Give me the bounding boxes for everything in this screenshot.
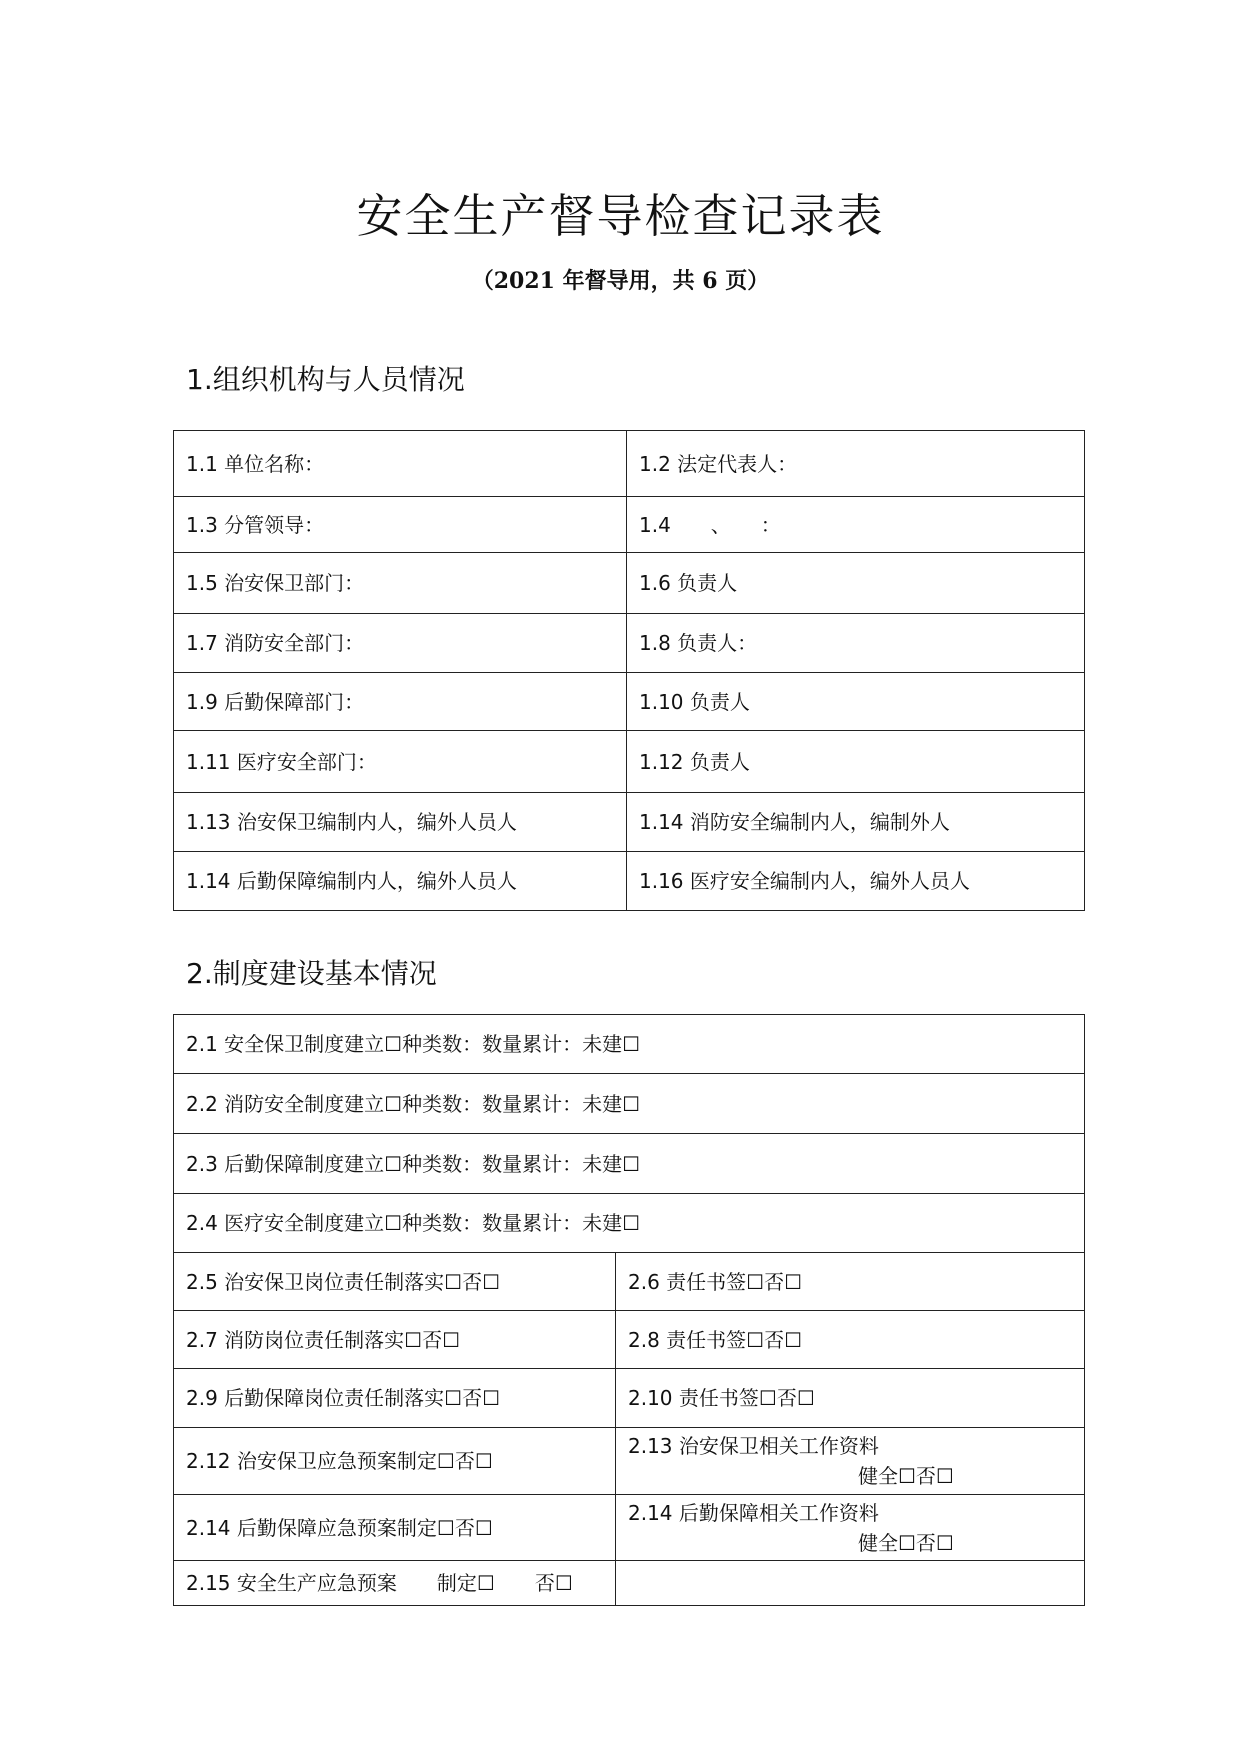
table-cell: 1.4 、 ： (627, 497, 1085, 553)
table-cell: 2.5 治安保卫岗位责任制落实☐否☐ (174, 1253, 616, 1311)
section-heading-organization: 1.组织机构与人员情况 (186, 363, 465, 396)
table-cell: 1.3 分管领导： (174, 497, 627, 553)
table-cell: 2.6 责任书签☐否☐ (616, 1253, 1085, 1311)
table-row (174, 497, 1085, 553)
table-cell: 1.10 负责人 (627, 673, 1085, 731)
table-cell: 1.9 后勤保障部门： (174, 673, 627, 731)
table-cell: 1.5 治安保卫部门： (174, 553, 627, 614)
table-cell (616, 1495, 1085, 1561)
document-title: 安全生产督导检查记录表 (356, 189, 885, 243)
table-cell (616, 1561, 1085, 1606)
cell-line: 健全☐否☐ (858, 1530, 954, 1555)
table-row (174, 1495, 1085, 1561)
table-cell: 2.1 安全保卫制度建立☐种类数：数量累计：未建☐ (174, 1015, 1085, 1074)
table-cell: 1.13 治安保卫编制内人，编外人员人 (174, 793, 627, 852)
table-row (174, 793, 1085, 852)
table-row (174, 1134, 1085, 1194)
table-row (174, 1194, 1085, 1253)
organization-table (173, 430, 1085, 911)
table-cell: 1.14 后勤保障编制内人，编外人员人 (174, 852, 627, 911)
document-subtitle: （2021 年督导用，共 6 页） (471, 268, 770, 294)
table-cell: 1.1 单位名称： (174, 431, 627, 497)
cell-line: 2.14 后勤保障相关工作资料 (628, 1500, 879, 1525)
table-row (174, 553, 1085, 614)
cell-line: 健全☐否☐ (858, 1464, 954, 1488)
section-heading-policy: 2.制度建设基本情况 (186, 957, 437, 990)
policy-table (173, 1014, 1085, 1606)
table-cell: 2.8 责任书签☐否☐ (616, 1311, 1085, 1369)
table-cell: 1.16 医疗安全编制内人，编外人员人 (627, 852, 1085, 911)
table-row (174, 673, 1085, 731)
table-cell: 1.11 医疗安全部门： (174, 731, 627, 793)
table-cell: 2.2 消防安全制度建立☐种类数：数量累计：未建☐ (174, 1074, 1085, 1134)
table-row (174, 1311, 1085, 1369)
table-cell: 2.12 治安保卫应急预案制定☐否☐ (174, 1428, 616, 1495)
table-row (174, 1015, 1085, 1074)
table-cell: 1.12 负责人 (627, 731, 1085, 793)
table-cell: 1.6 负责人 (627, 553, 1085, 614)
table-cell: 2.3 后勤保障制度建立☐种类数：数量累计：未建☐ (174, 1134, 1085, 1194)
table-row (174, 731, 1085, 793)
cell-line: 2.13 治安保卫相关工作资料 (628, 1434, 879, 1458)
table-cell: 1.7 消防安全部门： (174, 614, 627, 673)
table-row (174, 431, 1085, 497)
table-cell: 1.14 消防安全编制内人，编制外人 (627, 793, 1085, 852)
table-cell: 2.15 安全生产应急预案 制定☐ 否☐ (174, 1561, 616, 1606)
table-cell: 2.14 后勤保障应急预案制定☐否☐ (174, 1495, 616, 1561)
table-cell: 2.10 责任书签☐否☐ (616, 1369, 1085, 1428)
table-row (174, 1561, 1085, 1606)
table-cell: 1.8 负责人： (627, 614, 1085, 673)
table-row (174, 1253, 1085, 1311)
table-row (174, 614, 1085, 673)
table-row (174, 852, 1085, 911)
table-row (174, 1369, 1085, 1428)
table-cell (616, 1428, 1085, 1495)
table-cell: 1.2 法定代表人： (627, 431, 1085, 497)
table-cell: 2.7 消防岗位责任制落实☐否☐ (174, 1311, 616, 1369)
table-row (174, 1074, 1085, 1134)
table-row (174, 1428, 1085, 1495)
table-cell: 2.4 医疗安全制度建立☐种类数：数量累计：未建☐ (174, 1194, 1085, 1253)
table-cell: 2.9 后勤保障岗位责任制落实☐否☐ (174, 1369, 616, 1428)
